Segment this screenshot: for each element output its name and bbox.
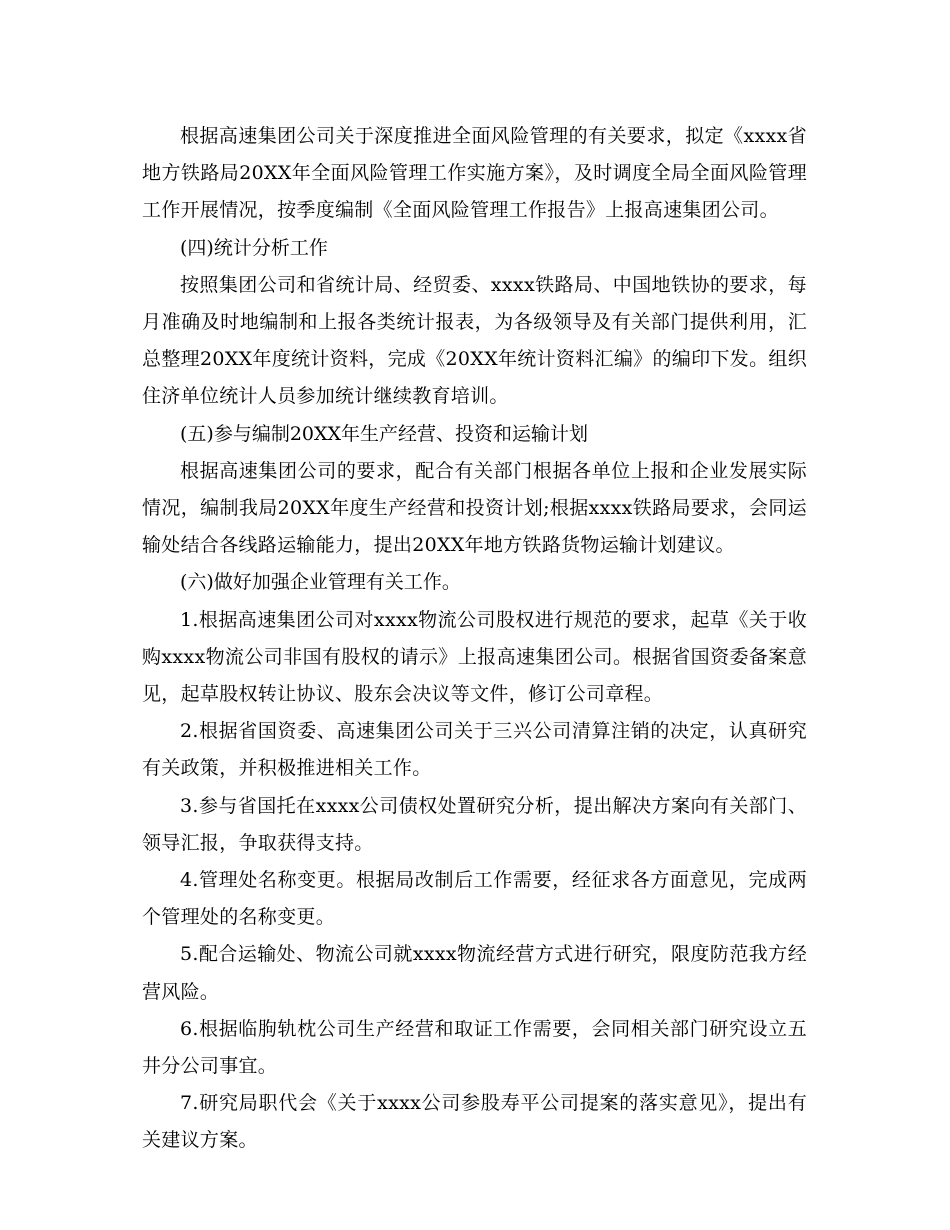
- section-heading-statistics: (四)统计分析工作: [180, 236, 328, 259]
- list-item-7: 7.研究局职代会《关于xxxx公司参股寿平公司提案的落实意见》，提出有关建议方案。: [142, 1092, 807, 1152]
- paragraph-statistics: 按照集团公司和省统计局、经贸委、xxxx铁路局、中国地铁协的要求，每月准确及时地编制和上报各类统计报表，为各级领导及有关部门提供利用，汇总整理20XX年度统计资料，完成《20XX年统计资料汇编》的编印下发。组织住济单位统计人员参加统计继续教育培训。: [142, 273, 807, 408]
- list-item-4: 4.管理处名称变更。根据局改制后工作需要，经征求各方面意见，完成两个管理处的名称变更。: [142, 869, 807, 929]
- section-heading-planning: (五)参与编制20XX年生产经营、投资和运输计划: [180, 422, 589, 445]
- list-item-2: 2.根据省国资委、高速集团公司关于三兴公司清算注销的决定，认真研究有关政策，并积极推进相关工作。: [142, 720, 807, 780]
- list-item-5: 5.配合运输处、物流公司就xxxx物流经营方式进行研究，限度防范我方经营风险。: [142, 943, 807, 1003]
- list-item-1: 1.根据高速集团公司对xxxx物流公司股权进行规范的要求，起草《关于收购xxxx物流公司非国有股权的请示》上报高速集团公司。根据省国资委备案意见，起草股权转让协议、股东会决议等文件，修订公司章程。: [142, 608, 807, 706]
- paragraph-risk-management: 根据高速集团公司关于深度推进全面风险管理的有关要求，拟定《xxxx省地方铁路局20XX年全面风险管理工作实施方案》，及时调度全局全面风险管理工作开展情况，按季度编制《全面风险管理工作报告》上报高速集团公司。: [142, 125, 807, 222]
- document-body: [142, 118, 807, 1160]
- list-item-3: 3.参与省国托在xxxx公司债权处置研究分析，提出解决方案向有关部门、领导汇报，争取获得支持。: [142, 794, 807, 854]
- paragraph-planning: 根据高速集团公司的要求，配合有关部门根据各单位上报和企业发展实际情况，编制我局20XX年度生产经营和投资计划;根据xxxx铁路局要求，会同运输处结合各线路运输能力，提出20XX年地方铁路货物运输计划建议。: [142, 459, 807, 557]
- section-heading-management: (六)做好加强企业管理有关工作。: [180, 571, 461, 594]
- list-item-6: 6.根据临朐轨枕公司生产经营和取证工作需要，会同相关部门研究设立五井分公司事宜。: [142, 1017, 807, 1078]
